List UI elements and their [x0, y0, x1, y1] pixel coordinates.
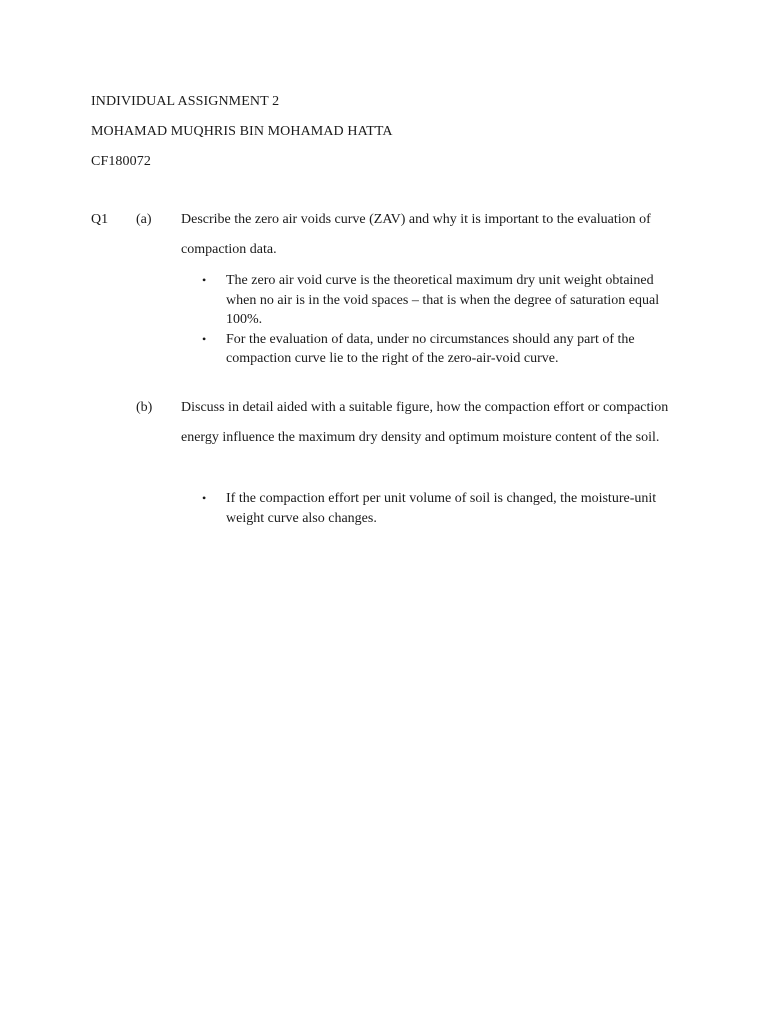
- answer-text: For the evaluation of data, under no circumstances should any part of the compaction curve lie to the right of the zero-air-void curve.: [226, 331, 635, 366]
- question-number: Q1: [91, 212, 109, 227]
- answer-text: If the compaction effort per unit volume of soil is changed, the moisture-unit weight curve also changes.: [226, 491, 657, 526]
- bullet-icon: •: [202, 273, 207, 287]
- bullet-icon: •: [202, 331, 207, 346]
- assignment-title: INDIVIDUAL ASSIGNMENT 2: [91, 94, 280, 109]
- list-item: [200, 271, 680, 330]
- part-a-label: (a): [136, 212, 152, 227]
- part-b-question: Discuss in detail aided with a suitable figure, how the compaction effort or compaction energy influence the maximum dry density and optimum moisture content of the soil.: [181, 400, 669, 445]
- part-b-answer-list: [200, 489, 680, 528]
- part-a-question: Describe the zero air voids curve (ZAV) and why it is important to the evaluation of compaction data.: [181, 212, 651, 257]
- part-b-label: (b): [136, 400, 153, 415]
- bullet-icon: •: [202, 491, 207, 505]
- answer-text: The zero air void curve is the theoretical maximum dry unit weight obtained when no air is in the void spaces – that is when the degree of saturation equal 100%.: [226, 273, 660, 327]
- student-name: MOHAMAD MUQHRIS BIN MOHAMAD HATTA: [91, 124, 393, 139]
- student-id: CF180072: [91, 154, 151, 169]
- part-a-answer-list: [200, 271, 680, 369]
- list-item: [200, 330, 680, 369]
- list-item: [200, 489, 680, 528]
